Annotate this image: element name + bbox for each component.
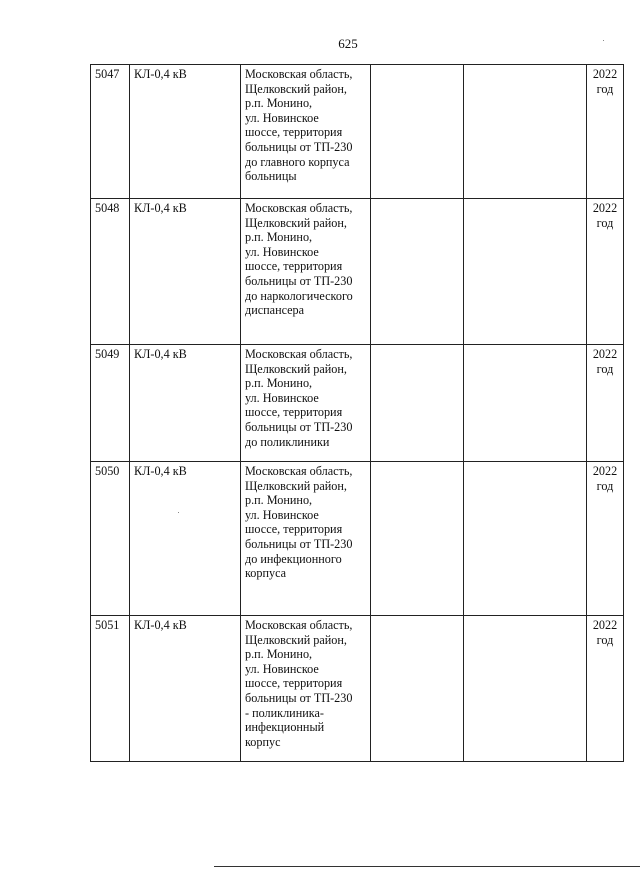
address-line: до инфекционного bbox=[245, 551, 342, 566]
address-line: ул. Новинское bbox=[245, 110, 319, 125]
address-line: р.п. Монино, bbox=[245, 493, 313, 508]
address-line: Московская область, bbox=[245, 464, 353, 478]
address-line: ул. Новинское bbox=[245, 661, 319, 676]
address-line: р.п. Монино, bbox=[245, 647, 313, 662]
empty-cell bbox=[371, 345, 464, 462]
address-line: Московская область, bbox=[245, 67, 353, 81]
registry-table-body bbox=[91, 65, 624, 762]
empty-cell bbox=[371, 65, 464, 199]
year-cell bbox=[587, 199, 624, 345]
address-line: ул. Новинское bbox=[245, 390, 319, 405]
address-line: шоссе, территория bbox=[245, 676, 343, 691]
line-type-cell: КЛ-0,4 кВ bbox=[130, 65, 241, 199]
address-line: р.п. Монино, bbox=[245, 96, 313, 111]
scan-speck bbox=[603, 40, 604, 41]
table-row bbox=[91, 616, 624, 762]
empty-cell bbox=[464, 65, 587, 199]
line-type-cell: КЛ-0,4 кВ bbox=[130, 462, 241, 616]
line-type-cell: КЛ-0,4 кВ bbox=[130, 345, 241, 462]
address-line: диспансера bbox=[245, 303, 305, 318]
address-cell bbox=[241, 616, 371, 762]
row-number-cell: 5050 bbox=[91, 462, 130, 616]
year-cell bbox=[587, 65, 624, 199]
address-line: Московская область, bbox=[245, 618, 353, 632]
row-number-cell: 5048 bbox=[91, 199, 130, 345]
address-line: больницы от ТП-230 bbox=[245, 690, 353, 705]
empty-cell bbox=[371, 199, 464, 345]
year-line: 2022 bbox=[592, 347, 618, 361]
address-line: шоссе, территория bbox=[245, 125, 343, 140]
address-line: р.п. Монино, bbox=[245, 376, 313, 391]
address-line: инфекционный bbox=[245, 720, 325, 735]
year-line: год bbox=[596, 478, 614, 493]
address-line: больницы от ТП-230 bbox=[245, 273, 353, 288]
address-line: больницы от ТП-230 bbox=[245, 536, 353, 551]
address-line: р.п. Монино, bbox=[245, 230, 313, 245]
table-row bbox=[91, 65, 624, 199]
address-line: корпус bbox=[245, 734, 281, 749]
address-line: больницы от ТП-230 bbox=[245, 139, 353, 154]
year-line: 2022 bbox=[592, 464, 618, 478]
address-line: ул. Новинское bbox=[245, 244, 319, 259]
year-line: год bbox=[596, 215, 614, 230]
address-cell bbox=[241, 65, 371, 199]
empty-cell bbox=[464, 199, 587, 345]
empty-cell bbox=[464, 462, 587, 616]
line-type-cell: КЛ-0,4 кВ bbox=[130, 199, 241, 345]
year-cell bbox=[587, 462, 624, 616]
address-line: шоссе, территория bbox=[245, 405, 343, 420]
address-line: больницы bbox=[245, 169, 297, 184]
address-cell bbox=[241, 462, 371, 616]
year-line: год bbox=[596, 81, 614, 96]
empty-cell bbox=[371, 616, 464, 762]
page-number: 625 bbox=[338, 36, 358, 51]
empty-cell bbox=[371, 462, 464, 616]
year-line: год bbox=[596, 361, 614, 376]
address-line: Щелковский район, bbox=[245, 361, 347, 376]
address-cell bbox=[241, 345, 371, 462]
address-line: Щелковский район, bbox=[245, 81, 347, 96]
address-line: шоссе, территория bbox=[245, 522, 343, 537]
scan-speck bbox=[178, 512, 179, 513]
row-number-cell: 5051 bbox=[91, 616, 130, 762]
line-type-cell: КЛ-0,4 кВ bbox=[130, 616, 241, 762]
table-row bbox=[91, 462, 624, 616]
table-row bbox=[91, 199, 624, 345]
address-line: до главного корпуса bbox=[245, 154, 350, 169]
year-line: год bbox=[596, 632, 614, 647]
year-line: 2022 bbox=[592, 618, 618, 632]
row-number-cell: 5047 bbox=[91, 65, 130, 199]
address-line: Щелковский район, bbox=[245, 632, 347, 647]
address-cell bbox=[241, 199, 371, 345]
address-line: шоссе, территория bbox=[245, 259, 343, 274]
empty-cell bbox=[464, 616, 587, 762]
address-line: ул. Новинское bbox=[245, 507, 319, 522]
table-row bbox=[91, 345, 624, 462]
address-line: Московская область, bbox=[245, 347, 353, 361]
empty-cell bbox=[464, 345, 587, 462]
row-number-cell: 5049 bbox=[91, 345, 130, 462]
address-line: Щелковский район, bbox=[245, 215, 347, 230]
address-line: корпуса bbox=[245, 566, 287, 581]
registry-table bbox=[90, 64, 624, 762]
address-line: - поликлиника- bbox=[245, 705, 324, 720]
year-cell bbox=[587, 345, 624, 462]
bottom-rule bbox=[214, 866, 640, 867]
address-line: Щелковский район, bbox=[245, 478, 347, 493]
address-line: больницы от ТП-230 bbox=[245, 419, 353, 434]
address-line: Московская область, bbox=[245, 201, 353, 215]
address-line: до наркологического bbox=[245, 288, 353, 303]
address-line: до поликлиники bbox=[245, 434, 330, 449]
year-line: 2022 bbox=[592, 201, 618, 215]
year-line: 2022 bbox=[592, 67, 618, 81]
year-cell bbox=[587, 616, 624, 762]
